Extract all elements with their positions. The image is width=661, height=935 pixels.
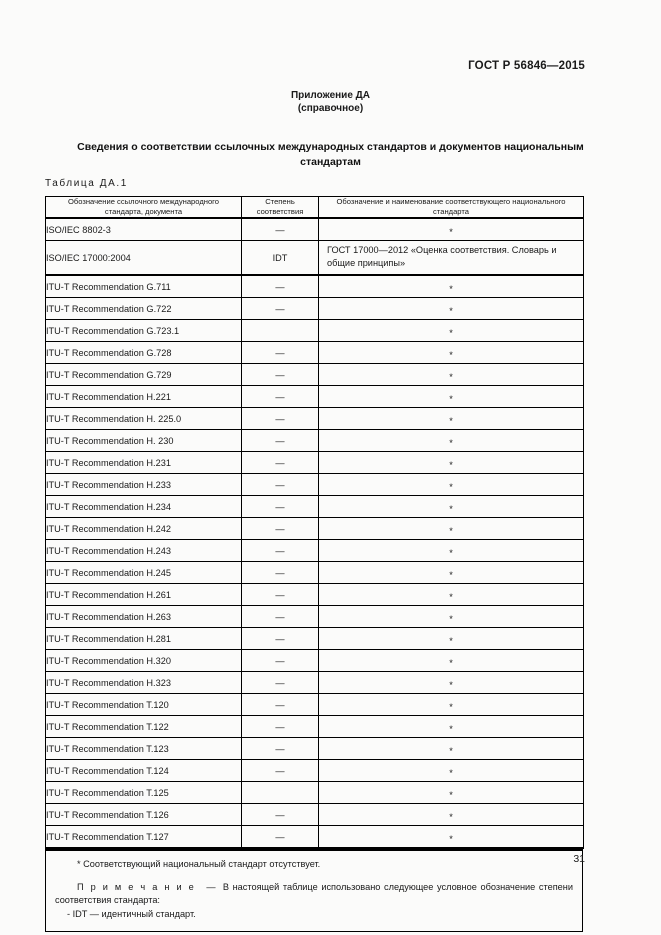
table-footnote: * Соответствующий национальный стандарт отсутствует. [77, 859, 321, 869]
cell-national-standard: * [319, 322, 584, 344]
cell-international-standard: ITU-T Recommendation T.125 [46, 782, 242, 804]
cell-degree-of-correspondence: — [242, 218, 319, 241]
cell-national-standard: * [319, 344, 584, 366]
cell-degree-of-correspondence: — [242, 650, 319, 672]
cell-degree-of-correspondence: — [242, 716, 319, 738]
cell-national-standard: * [319, 586, 584, 608]
table-header [46, 197, 584, 219]
table-row [46, 694, 584, 716]
table-notes [45, 849, 583, 932]
annex-subtitle: (справочное) [297, 103, 364, 114]
cell-international-standard: ITU-T Recommendation G.722 [46, 298, 242, 320]
cell-international-standard: ITU-T Recommendation H.320 [46, 650, 242, 672]
column-header-international-standard: Обозначение ссылочного международного стандарта, документа [46, 197, 242, 219]
table-row [46, 804, 584, 826]
cell-national-standard: * [319, 652, 584, 674]
cell-degree-of-correspondence: — [242, 408, 319, 430]
table-row [46, 672, 584, 694]
cell-international-standard: ITU-T Recommendation T.123 [46, 738, 242, 760]
cell-degree-of-correspondence: — [242, 342, 319, 364]
cell-degree-of-correspondence: — [242, 826, 319, 849]
note-item-idt: - IDT — идентичный стандарт. [67, 908, 196, 919]
cell-international-standard: ISO/IEC 17000:2004 [46, 241, 242, 276]
cell-international-standard: ITU-T Recommendation H.221 [46, 386, 242, 408]
page-number: 31 [573, 853, 585, 865]
cell-national-standard: * [319, 784, 584, 806]
cell-degree-of-correspondence: — [242, 496, 319, 518]
cell-degree-of-correspondence: — [242, 430, 319, 452]
table-row [46, 782, 584, 804]
cell-national-standard: * [319, 388, 584, 410]
cell-degree-of-correspondence: — [242, 628, 319, 650]
cell-degree-of-correspondence [242, 320, 319, 342]
cell-degree-of-correspondence: — [242, 738, 319, 760]
cell-international-standard: ITU-T Recommendation H.263 [46, 606, 242, 628]
table-row [46, 650, 584, 672]
cell-national-standard: * [319, 498, 584, 520]
cell-international-standard: ITU-T Recommendation G.729 [46, 364, 242, 386]
column-header-national-standard: Обозначение и наименование соответствующего национального стандарта [319, 197, 584, 219]
note-text: В настоящей таблице использовано следующее условное обозначение степени соответствия стандарта: [55, 881, 573, 905]
annex-title: Приложение ДА [290, 90, 371, 101]
cell-international-standard: ITU-T Recommendation G.711 [46, 275, 242, 298]
table-row [46, 628, 584, 650]
cell-international-standard: ITU-T Recommendation H.233 [46, 474, 242, 496]
cell-national-standard: * [319, 220, 584, 243]
cell-degree-of-correspondence: — [242, 760, 319, 782]
cell-international-standard: ITU-T Recommendation H.261 [46, 584, 242, 606]
table-row [46, 826, 584, 849]
table-row [46, 241, 584, 276]
cell-international-standard: ITU-T Recommendation H. 230 [46, 430, 242, 452]
cell-national-standard: * [319, 366, 584, 388]
cell-degree-of-correspondence: — [242, 364, 319, 386]
cell-degree-of-correspondence: — [242, 694, 319, 716]
cell-national-standard: * [319, 806, 584, 828]
table-row [46, 364, 584, 386]
cell-national-standard: ГОСТ 17000—2012 «Оценка соответствия. Словарь и общие принципы» [319, 241, 584, 276]
cell-degree-of-correspondence: — [242, 386, 319, 408]
cell-international-standard: ISO/IEC 8802-3 [46, 218, 242, 241]
note-dash: — [206, 881, 216, 892]
cell-national-standard: * [319, 608, 584, 630]
cell-national-standard: * [319, 277, 584, 300]
cell-degree-of-correspondence: — [242, 518, 319, 540]
cell-national-standard: * [319, 674, 584, 696]
table-body [46, 218, 584, 848]
cell-degree-of-correspondence: — [242, 452, 319, 474]
cell-international-standard: ITU-T Recommendation T.126 [46, 804, 242, 826]
cell-degree-of-correspondence: — [242, 298, 319, 320]
cell-national-standard: * [319, 762, 584, 784]
table-header-row [46, 197, 584, 219]
table-row [46, 540, 584, 562]
cell-international-standard: ITU-T Recommendation H.242 [46, 518, 242, 540]
annex-heading [0, 89, 661, 115]
table-row [46, 298, 584, 320]
table-row [46, 474, 584, 496]
cell-international-standard: ITU-T Recommendation H.243 [46, 540, 242, 562]
cell-degree-of-correspondence: IDT [242, 241, 319, 276]
table-row [46, 738, 584, 760]
table-row [46, 760, 584, 782]
table-row [46, 562, 584, 584]
table-caption: Таблица ДА.1 [45, 178, 128, 189]
cell-national-standard: * [319, 454, 584, 476]
cell-national-standard: * [319, 718, 584, 740]
table [45, 196, 584, 849]
cell-international-standard: ITU-T Recommendation T.122 [46, 716, 242, 738]
table-row [46, 452, 584, 474]
table-row [46, 275, 584, 298]
table-row [46, 518, 584, 540]
cell-international-standard: ITU-T Recommendation H.245 [46, 562, 242, 584]
cell-national-standard: * [319, 630, 584, 652]
cell-national-standard: * [319, 410, 584, 432]
table-row [46, 496, 584, 518]
cell-international-standard: ITU-T Recommendation H.231 [46, 452, 242, 474]
cell-international-standard: ITU-T Recommendation G.723.1 [46, 320, 242, 342]
note-label: П р и м е ч а н и е [77, 881, 196, 892]
cell-degree-of-correspondence: — [242, 474, 319, 496]
standards-correspondence-table [45, 196, 583, 932]
cell-national-standard: * [319, 696, 584, 718]
table-note-paragraph [55, 881, 573, 908]
cell-national-standard: * [319, 740, 584, 762]
cell-degree-of-correspondence: — [242, 540, 319, 562]
cell-national-standard: * [319, 432, 584, 454]
cell-degree-of-correspondence: — [242, 275, 319, 298]
document-header-standard-number: ГОСТ Р 56846—2015 [468, 60, 585, 72]
table-row [46, 408, 584, 430]
cell-degree-of-correspondence: — [242, 672, 319, 694]
cell-international-standard: ITU-T Recommendation H. 225.0 [46, 408, 242, 430]
cell-degree-of-correspondence: — [242, 584, 319, 606]
column-header-degree-of-correspondence: Степень соответствия [242, 197, 319, 219]
cell-international-standard: ITU-T Recommendation T.120 [46, 694, 242, 716]
table-row [46, 584, 584, 606]
cell-international-standard: ITU-T Recommendation H.234 [46, 496, 242, 518]
cell-national-standard: * [319, 828, 584, 851]
table-row [46, 716, 584, 738]
cell-international-standard: ITU-T Recommendation G.728 [46, 342, 242, 364]
cell-national-standard: * [319, 564, 584, 586]
table-row [46, 606, 584, 628]
table-row [46, 430, 584, 452]
cell-international-standard: ITU-T Recommendation T.127 [46, 826, 242, 849]
cell-international-standard: ITU-T Recommendation H.323 [46, 672, 242, 694]
cell-degree-of-correspondence: — [242, 562, 319, 584]
cell-international-standard: ITU-T Recommendation T.124 [46, 760, 242, 782]
table-row [46, 386, 584, 408]
cell-degree-of-correspondence [242, 782, 319, 804]
table-row [46, 320, 584, 342]
cell-national-standard: * [319, 300, 584, 322]
cell-international-standard: ITU-T Recommendation H.281 [46, 628, 242, 650]
table-row [46, 218, 584, 241]
cell-national-standard: * [319, 542, 584, 564]
cell-national-standard: * [319, 520, 584, 542]
cell-degree-of-correspondence: — [242, 804, 319, 826]
cell-degree-of-correspondence: — [242, 606, 319, 628]
cell-national-standard: * [319, 476, 584, 498]
page-title: Сведения о соответствии ссылочных международных стандартов и документов национальным стандартам [77, 141, 584, 168]
table-row [46, 342, 584, 364]
